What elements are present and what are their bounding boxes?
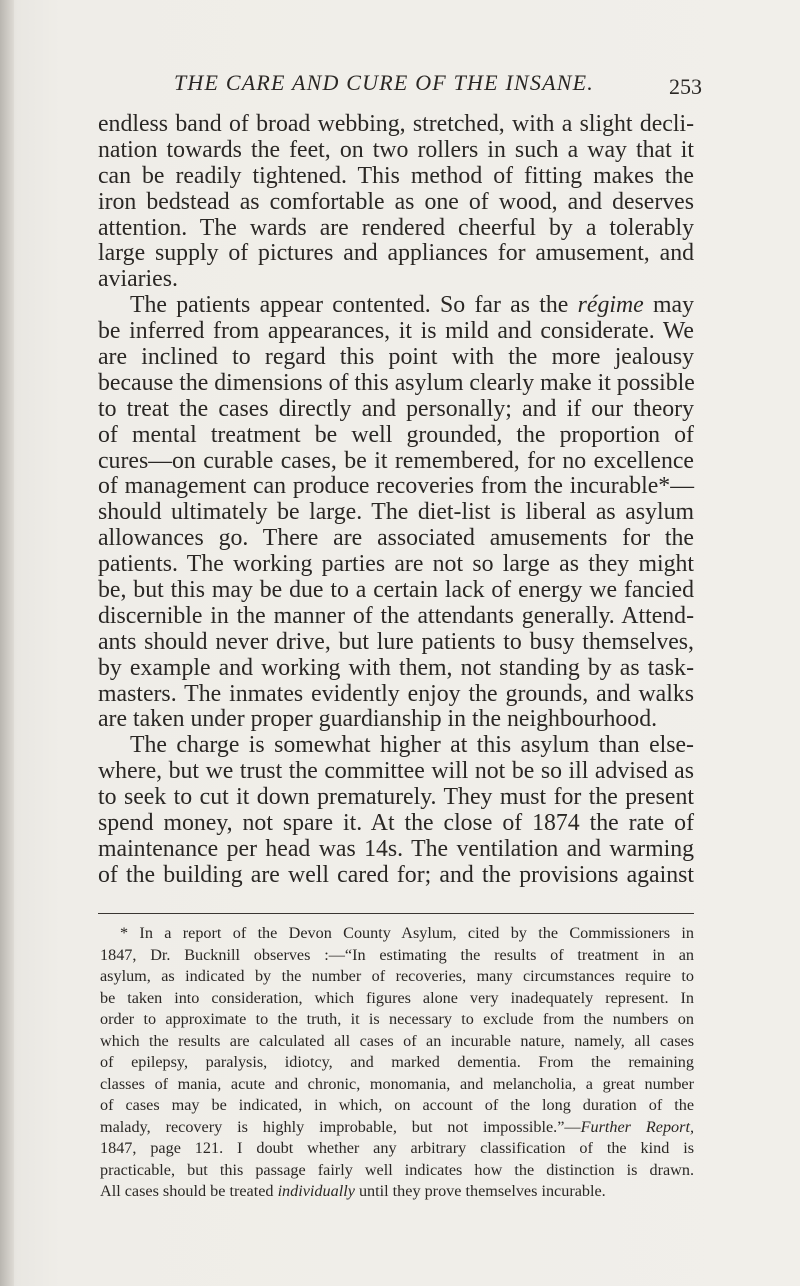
italic-term: individually [277, 1182, 355, 1200]
body-line: be, but this may be due to a certain lack of energy we fancied [98, 577, 694, 604]
body-line: by example and working with them, not standing by as task- [98, 654, 694, 681]
body-line: to seek to cut it down prematurely. They must for the present [98, 784, 694, 811]
body-line: iron bedstead as comfortable as one of wood, and deserves [98, 188, 694, 215]
body-line: spend money, not spare it. At the close of 1874 the rate of [98, 810, 694, 837]
footnote-line: which the results are calculated all cases of an incurable nature, namely, all cases [100, 1031, 694, 1050]
body-line: be inferred from appearances, it is mild and considerate. We [98, 318, 694, 345]
body-line: cures—on curable cases, be it remembered, for no excellence [98, 447, 694, 474]
footnote [100, 923, 694, 1203]
footnote-line: * In a report of the Devon County Asylum, cited by the Commissioners in [120, 924, 694, 942]
footnote-line: 1847, Dr. Bucknill observes :—“In estimating the results of treatment in an [100, 945, 694, 964]
body-line: masters. The inmates evidently enjoy the grounds, and walks [98, 680, 694, 707]
body-line: endless band of broad webbing, stretched, with a slight decli- [98, 111, 694, 137]
footnote-line: order to approximate to the truth, it is necessary to exclude from the numbers on [100, 1010, 694, 1028]
italic-term: Further Report, [580, 1117, 694, 1136]
body-line: The charge is somewhat higher at this asylum than else- [130, 732, 694, 759]
footnote-line: asylum, as indicated by the number of recoveries, many circumstances require to [100, 967, 694, 985]
footnote-line: All cases should be treated individually until they prove themselves incurable. [100, 1182, 606, 1200]
body-line: attention. The wards are rendered cheerful by a tolerably [98, 214, 694, 241]
body-line: of management can produce recoveries from the incurable*— [98, 473, 694, 500]
footnote-divider [98, 913, 694, 914]
page-number: 253 [669, 74, 702, 99]
body-line: to treat the cases directly and personally; and if our theory [98, 395, 694, 422]
footnote-line: be taken into consideration, which figures alone very inadequately represent. In [100, 988, 694, 1007]
footnote-line: 1847, page 121. I doubt whether any arbitrary classification of the kind is [100, 1139, 694, 1157]
body-line: of mental treatment be well grounded, the proportion of [98, 421, 694, 448]
body-line: where, but we trust the committee will not be so ill advised as [98, 758, 694, 785]
body-line: nation towards the feet, on two rollers in such a way that it [98, 136, 694, 163]
body-line: maintenance per head was 14s. The ventilation and warming [98, 835, 694, 862]
running-title: THE CARE AND CURE OF THE INSANE. [174, 70, 594, 95]
body-line: patients. The working parties are not so large as they might [98, 551, 694, 578]
body-line: ants should never drive, but lure patients to busy themselves, [98, 628, 694, 655]
body-line: of the building are well cared for; and the provisions against [98, 861, 694, 888]
footnote-line: of epilepsy, paralysis, idiotcy, and marked dementia. From the remaining [100, 1053, 694, 1071]
body-text [98, 112, 694, 889]
body-line: allowances go. There are associated amusements for the [98, 525, 694, 552]
footnote-line: classes of mania, acute and chronic, monomania, and melancholia, a great number [100, 1074, 694, 1093]
page-header [98, 70, 710, 106]
page-gutter [0, 0, 14, 1286]
body-line: should ultimately be large. The diet-list is liberal as asylum [98, 499, 694, 526]
footnote-line: malady, recovery is highly improbable, but not impossible.”—Further Report, [100, 1117, 694, 1136]
italic-term: régime [577, 292, 644, 319]
body-line: are inclined to regard this point with the more jealousy [98, 344, 694, 371]
body-line: because the dimensions of this asylum clearly make it possible [98, 369, 695, 396]
body-line: The patients appear contented. So far as the régime may [130, 292, 694, 319]
footnote-line: practicable, but this passage fairly well indicates how the distinction is drawn. [100, 1160, 694, 1179]
body-line: large supply of pictures and appliances for amusement, and [98, 240, 694, 267]
body-line: aviaries. [98, 266, 178, 293]
footnote-line: of cases may be indicated, in which, on account of the long duration of the [100, 1096, 694, 1114]
body-line: can be readily tightened. This method of fitting makes the [98, 162, 694, 189]
body-line: are taken under proper guardianship in the neighbourhood. [98, 706, 658, 733]
body-line: discernible in the manner of the attendants generally. Attend- [98, 602, 694, 629]
